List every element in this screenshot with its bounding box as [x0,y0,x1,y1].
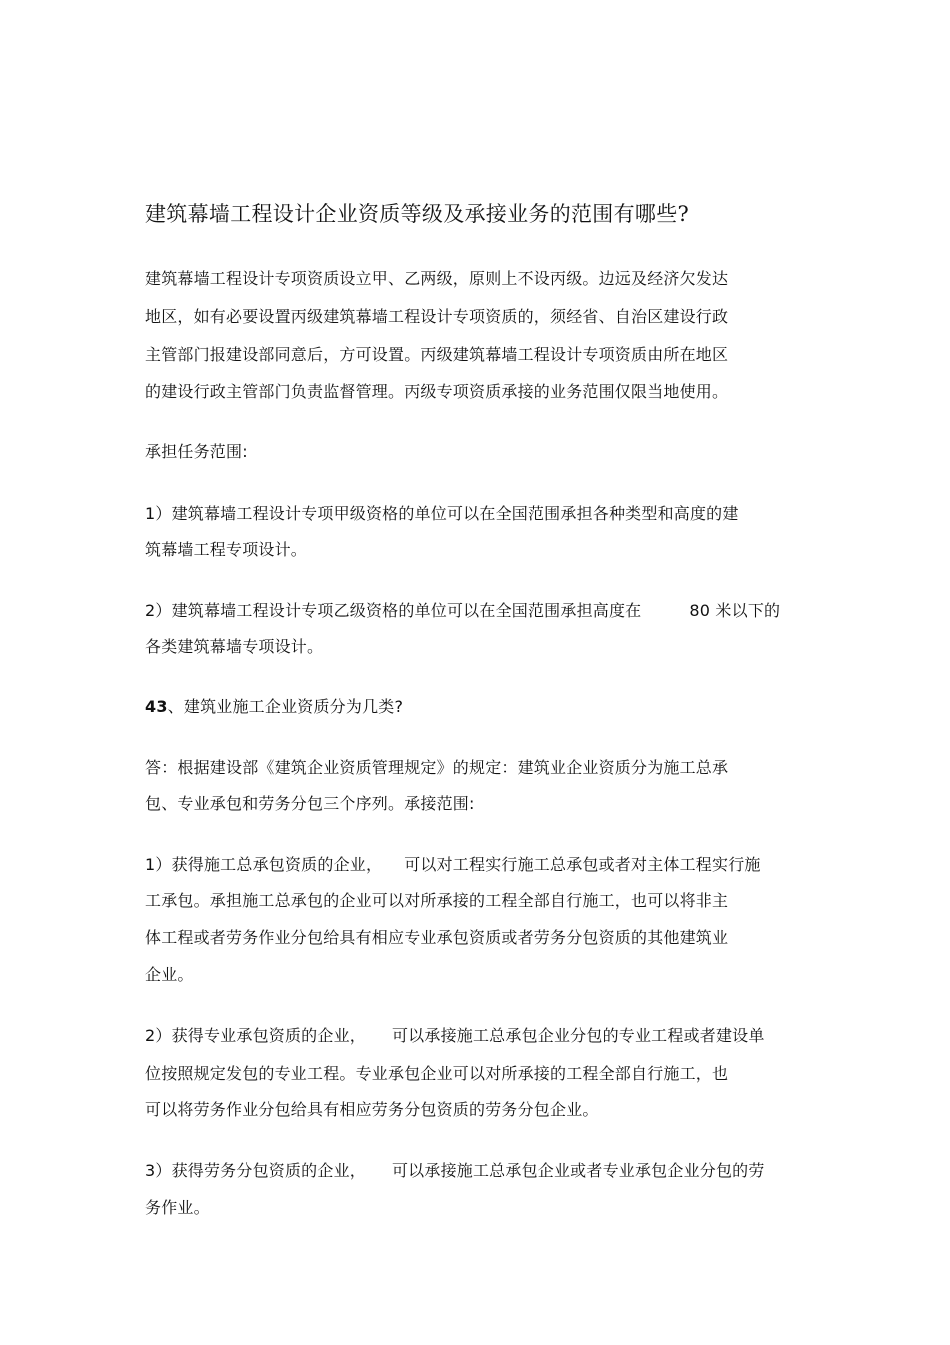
sub1-line-4: 企业。 [145,965,194,984]
sub2-line-1 [145,1025,765,1047]
item2-line-1-text: 2）建筑幕墙工程设计专项乙级资格的单位可以在全国范围承担高度在 [145,601,642,620]
sub1-line-1 [145,854,761,876]
sub1-line-3: 体工程或者劳务作业分包给具有相应专业承包资质或者劳务分包资质的其他建筑业 [145,928,729,947]
document-title: 建筑幕墙工程设计企业资质等级及承接业务的范围有哪些? [145,202,690,226]
sub3-line-1 [145,1160,765,1182]
item2-height-value: 80 米以下的 [689,601,781,620]
question-text: 、建筑业施工企业资质分为几类? [167,697,404,716]
question-number: 43 [145,697,168,716]
item1-line-2: 筑幕墙工程专项设计。 [145,540,308,559]
sub2-line-2: 位按照规定发包的专业工程。专业承包企业可以对所承接的工程全部自行施工，也 [145,1064,729,1083]
sub3-line-1-a: 3）获得劳务分包资质的企业， [145,1161,366,1180]
answer-line-1: 答：根据建设部《建筑企业资质管理规定》的规定：建筑业企业资质分为施工总承 [145,758,729,777]
sub3-line-2: 务作业。 [145,1198,210,1217]
sub1-line-2: 工承包。承担施工总承包的企业可以对所承接的工程全部自行施工，也可以将非主 [145,891,729,910]
intro-line-3: 主管部门报建设部同意后，方可设置。丙级建筑幕墙工程设计专项资质由所在地区 [145,345,729,364]
item2-line-1 [145,600,780,622]
question-43 [145,696,403,718]
sub3-line-1-b: 可以承接施工总承包企业或者专业承包企业分包的劳 [391,1161,765,1180]
sub2-line-1-a: 2）获得专业承包资质的企业， [145,1026,366,1045]
sub2-line-3: 可以将劳务作业分包给具有相应劳务分包资质的劳务分包企业。 [145,1100,599,1119]
scope-heading: 承担任务范围: [145,442,248,461]
item1-line-1: 1）建筑幕墙工程设计专项甲级资格的单位可以在全国范围承担各种类型和高度的建 [145,504,739,523]
intro-line-4: 的建设行政主管部门负责监督管理。丙级专项资质承接的业务范围仅限当地使用。 [145,382,729,401]
item2-line-2: 各类建筑幕墙专项设计。 [145,637,324,656]
sub1-line-1-b: 可以对工程实行施工总承包或者对主体工程实行施 [404,855,761,874]
intro-line-2: 地区，如有必要设置丙级建筑幕墙工程设计专项资质的，须经省、自治区建设行政 [145,307,729,326]
sub2-line-1-b: 可以承接施工总承包企业分包的专业工程或者建设单 [391,1026,765,1045]
sub1-line-1-a: 1）获得施工总承包资质的企业， [145,855,383,874]
answer-line-2: 包、专业承包和劳务分包三个序列。承接范围: [145,794,475,813]
intro-line-1: 建筑幕墙工程设计专项资质设立甲、乙两级，原则上不设丙级。边远及经济欠发达 [145,269,729,288]
